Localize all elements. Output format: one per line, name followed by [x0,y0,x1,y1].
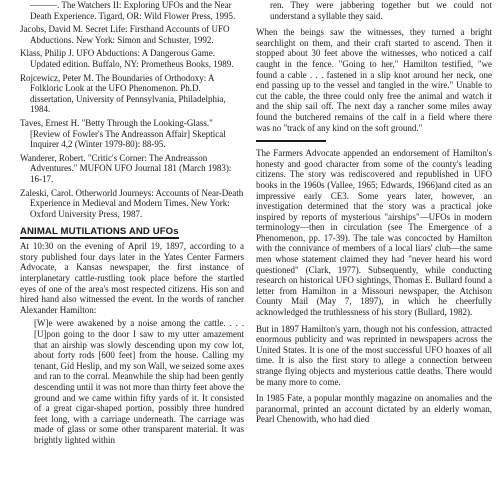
reference-item: Jacobs, David M. Secret Life: Firsthand Accounts of UFO Abductions. New York: Simon and Schuster, 1992. [20,24,230,45]
left-column [20,0,244,446]
body-paragraph: But in 1897 Hamilton's yarn, though not his confession, attracted enormous publicity and was reprinted in newspapers across the United States. It is one of the most successful UFO hoaxes of all time. It is also the first story to allege a connection between strange flying objects and mysterious cattle deaths. There would be many more to come. [256,323,492,387]
section-divider [256,140,326,142]
quote-continuation: ren. They were jabbering together but we could not understand a syllable they said. [270,0,492,21]
reference-item: ———. The Watchers II: Exploring UFOs and the Near Death Experience. Tigard, OR: Wild Flower Press, 1995. [30,0,236,21]
reference-item: Zaleski, Carol. Otherworld Journeys: Accounts of Near-Death Experience in Medieval and Modern Times. New York: Oxford University Press, 1987. [20,187,244,219]
intro-paragraph: At 10:30 on the evening of April 19, 1897, according to a story published four days later in the Yates Center Farmers Advocate, a Kansas newspaper, the first instance of interplanetary cattle-rustling took place before the startled eyes of one of the area's most respected citizens. His son and hired hand also witnessed the event. In the words of rancher Alexander Hamilton: [20,241,244,315]
reference-list [20,0,244,219]
reference-item: Wanderer, Robert. "Critic's Corner: The Andreasson Adventures." MUFON UFO Journal 181 (March 1983): 16-17. [20,152,232,184]
reference-item: Taves, Ernest H. "Betty Through the Looking-Glass." [Review of Fowler's The Andreasson Affair] Skeptical Inquirer 4,2 (Winter 1979-80): 88-95. [20,117,226,150]
body-paragraph: The Farmers Advocate appended an endorsement of Hamilton's honesty and good character from some of the county's leading citizens. The story was rediscovered and republished in UFO books in the 1960s (Vallee, 1965; Edwards, 1966)and cited as an impressive early CE3. Some years later, however, an investigation determined that the story was a practical joke inspired by reports of mysterious "airships"—UFOs in modern terminology—then in circulation (see The Emergence of a Phenomenon, pp. 17-39). The tale was concocted by Hamilton with the connivance of members of a local liars' club—the same men whose statement claimed they had "never heard his word questioned" (Clark, 1977). Subsequently, while conducting research on historical UFO sightings, Thomas E. Bullard found a letter from Hamilton in a Missouri newspaper, the Atchison County Mail (May 7, 1897), in which he cheerfully acknowledged the truthlessness of his story (Bullard, 1982). [256,148,492,318]
reference-item: Rojcewicz, Peter M. The Boundaries of Orthodoxy: A Folkloric Look at the UFO Phenomenon. Ph.D. dissertation, University of Pennsylvania, Philadelphia, 1984. [20,72,226,115]
block-quote: [W]e were awakened by a noise among the cattle. . . . [U]pon going to the door I saw to my utter amazement that an airship was slowly descending upon my cow lot, about forty rods [600 feet] from the house. Calling my tenant, Gid Heslip, and my son Wall, we seized some axes and ran to the corral. Meanwhile the ship had been gently descending until it was not more than thirty feet above the ground and we came within fifty yards of it. It consisted of a great cigar-shaped portion, possibly three hundred feet long, with a carriage underneath. The carriage was made of glass or some other transparent material. It was brightly lighted within [34,318,244,445]
reference-item: Klass, Philip J. UFO Abductions: A Dangerous Game. Updated edition. Buffalo, NY: Prometheus Books, 1989. [20,48,234,69]
body-paragraph: In 1985 Fate, a popular monthly magazine on anomalies and the paranormal, printed an account dictated by an elderly woman, Pearl Chenowith, who had died [256,393,492,425]
right-column [256,0,492,425]
body-paragraph: When the beings saw the witnesses, they turned a bright searchlight on them, and their craft started to ascend. Then it stopped about 30 feet above the witnesses, who noticed a calf caught in the fence. "Going to her," Hamilton testified, "we found a cable . . . fastened in a slip knot around her neck, one end passing up to the vessel and tangled in the wire." Unable to cut the cable, the three could only free the animal and watch it and the ship sail off. The next day a rancher some miles away found the butchered remains of the calf in a field where there was no "track of any kind on the soft ground." [256,27,492,133]
section-heading: ANIMAL MUTILATIONS AND UFOs [20,226,179,238]
